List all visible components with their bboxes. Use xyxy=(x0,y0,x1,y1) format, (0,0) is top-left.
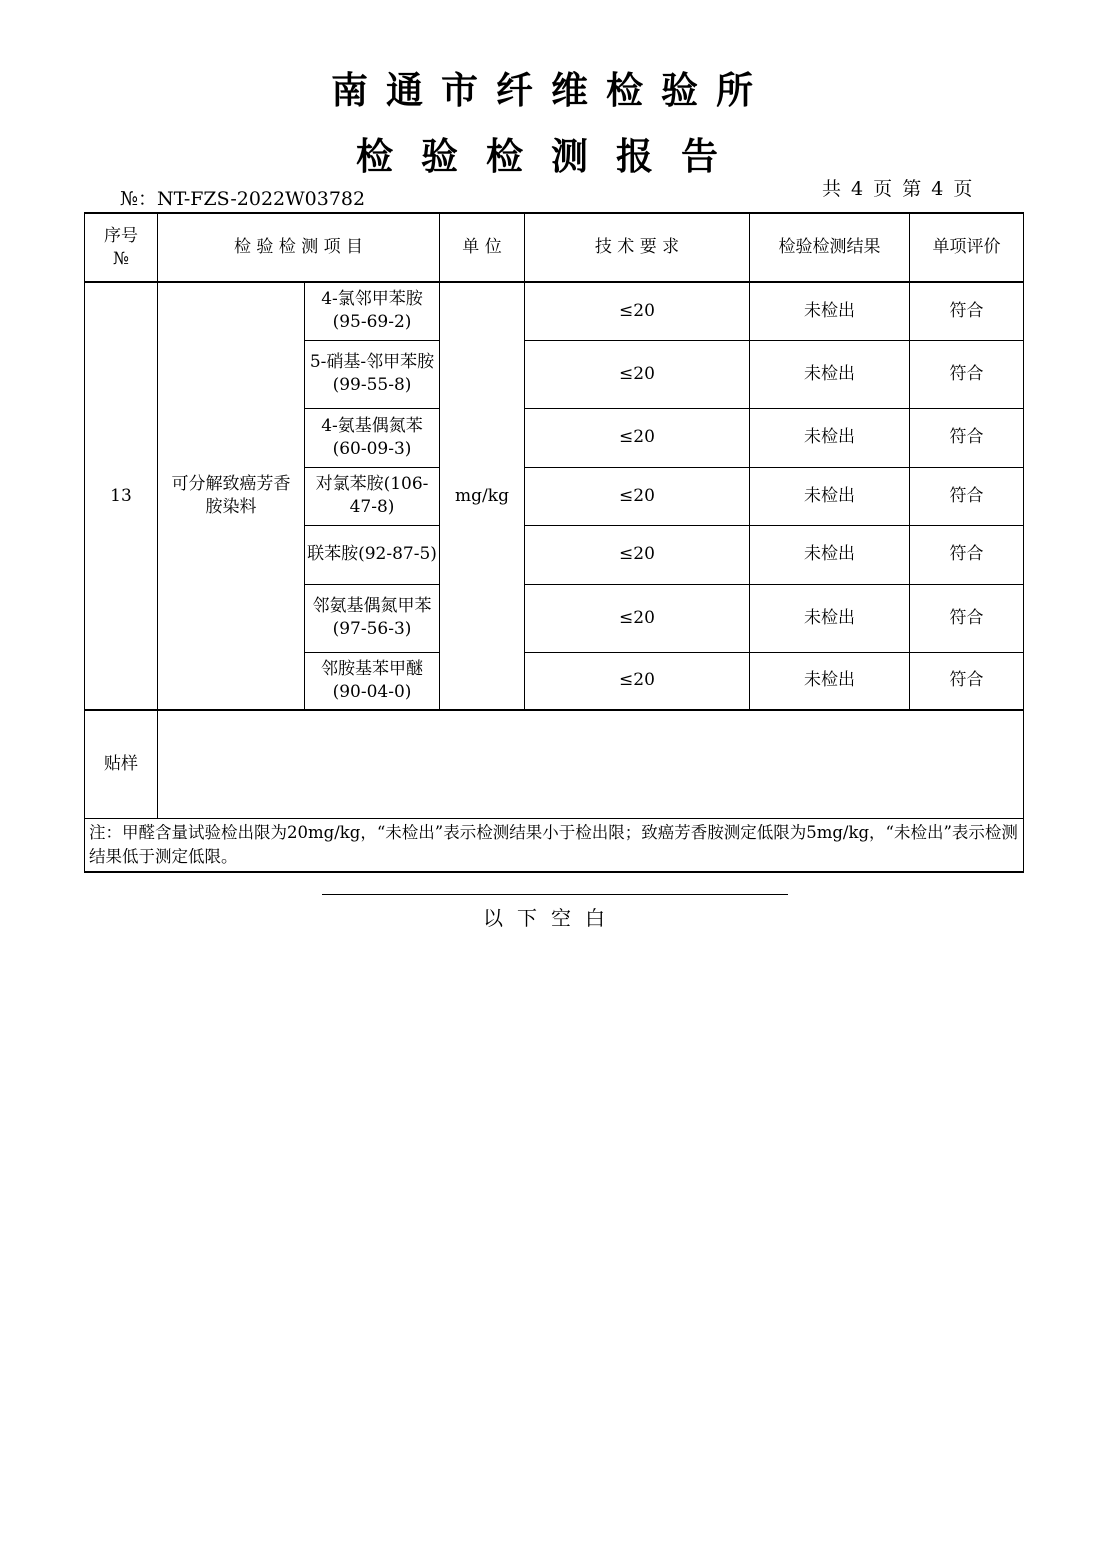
evaluation-cell: 符合 xyxy=(910,340,1024,408)
header-unit: 单 位 xyxy=(440,213,525,282)
requirement-cell: ≤20 xyxy=(525,340,750,408)
item-name: 对氯苯胺(106-47-8) xyxy=(305,467,440,525)
header-evaluation: 单项评价 xyxy=(910,213,1024,282)
group-name: 可分解致癌芳香胺染料 xyxy=(158,282,305,710)
item-name: 邻胺基苯甲醚(90-04-0) xyxy=(305,652,440,710)
organization-title: 南通市纤维检验所 xyxy=(331,69,771,112)
result-cell: 未检出 xyxy=(750,340,910,408)
note-row xyxy=(85,818,1024,872)
group-seq: 13 xyxy=(85,282,158,710)
result-cell: 未检出 xyxy=(750,467,910,525)
report-title: 检验检测报告 xyxy=(356,135,746,178)
evaluation-cell: 符合 xyxy=(910,584,1024,652)
header-result: 检验检测结果 xyxy=(750,213,910,282)
requirement-cell: ≤20 xyxy=(525,652,750,710)
page-info: 共 4 页 第 4 页 xyxy=(822,178,975,200)
header-row xyxy=(85,213,1024,282)
sample-area xyxy=(158,710,1024,818)
header-item: 检 验 检 测 项 目 xyxy=(158,213,440,282)
result-cell: 未检出 xyxy=(750,282,910,340)
requirement-cell: ≤20 xyxy=(525,584,750,652)
requirement-cell: ≤20 xyxy=(525,525,750,584)
document-number: №：NT-FZS-2022W03782 xyxy=(120,188,366,210)
table-row xyxy=(85,282,1024,340)
item-name: 4-氨基偶氮苯(60-09-3) xyxy=(305,408,440,467)
result-cell: 未检出 xyxy=(750,652,910,710)
item-name: 5-硝基-邻甲苯胺(99-55-8) xyxy=(305,340,440,408)
item-name: 邻氨基偶氮甲苯(97-56-3) xyxy=(305,584,440,652)
result-cell: 未检出 xyxy=(750,408,910,467)
sample-label: 贴样 xyxy=(85,710,158,818)
evaluation-cell: 符合 xyxy=(910,467,1024,525)
requirement-cell: ≤20 xyxy=(525,467,750,525)
result-cell: 未检出 xyxy=(750,584,910,652)
group-unit: mg/kg xyxy=(440,282,525,710)
evaluation-cell: 符合 xyxy=(910,652,1024,710)
evaluation-cell: 符合 xyxy=(910,408,1024,467)
inspection-table xyxy=(84,212,1024,873)
header-requirement: 技 术 要 求 xyxy=(525,213,750,282)
requirement-cell: ≤20 xyxy=(525,408,750,467)
header-seq: 序号 № xyxy=(85,213,158,282)
sample-row xyxy=(85,710,1024,818)
item-name: 联苯胺(92-87-5) xyxy=(305,525,440,584)
note-text: 注：甲醛含量试验检出限为20mg/kg，“未检出”表示检测结果小于检出限；致癌芳香胺测定低限为5mg/kg，“未检出”表示检测结果低于测定低限。 xyxy=(85,818,1024,872)
result-cell: 未检出 xyxy=(750,525,910,584)
requirement-cell: ≤20 xyxy=(525,282,750,340)
end-of-report-text: 以下空白 xyxy=(483,906,619,930)
end-divider xyxy=(322,894,788,895)
evaluation-cell: 符合 xyxy=(910,282,1024,340)
item-name: 4-氯邻甲苯胺(95-69-2) xyxy=(305,282,440,340)
evaluation-cell: 符合 xyxy=(910,525,1024,584)
